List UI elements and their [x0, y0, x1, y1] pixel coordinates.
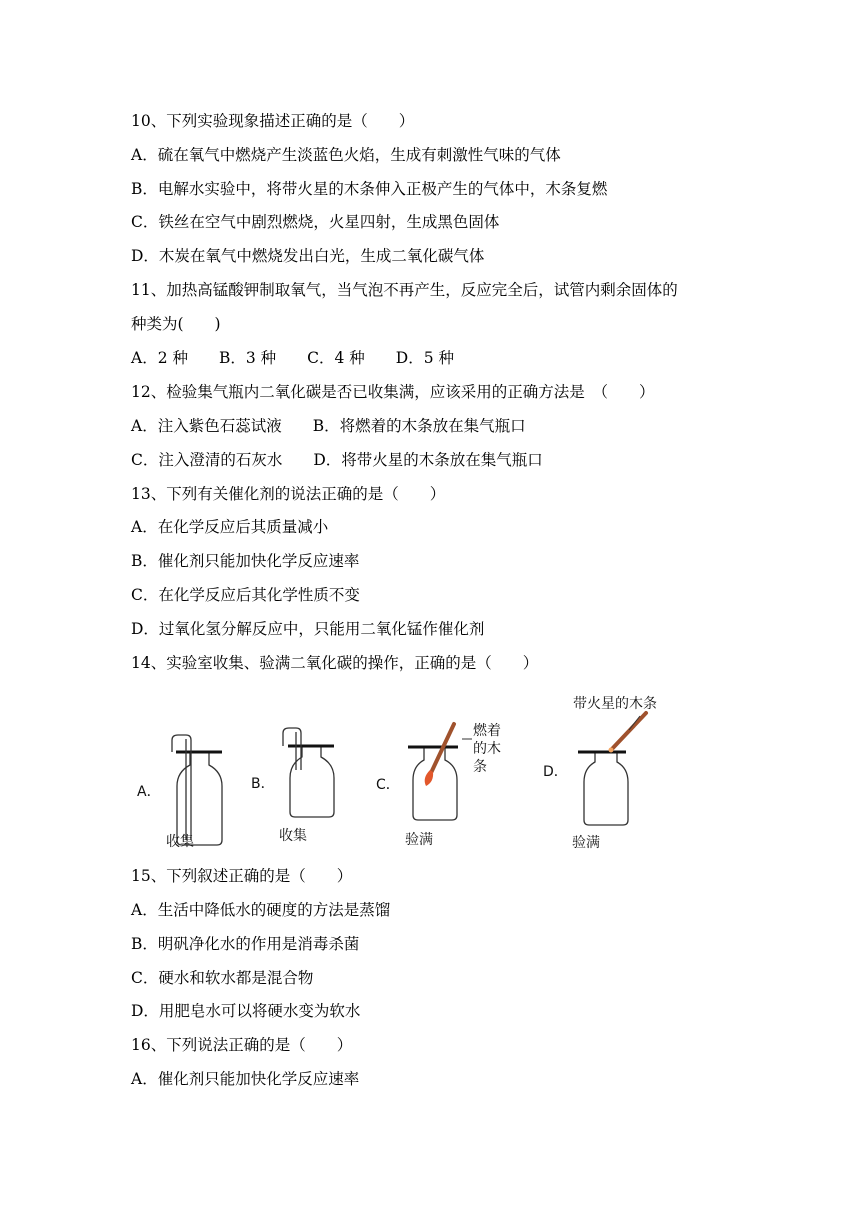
- question-10-stem: 10、下列实验现象描述正确的是（ ）: [131, 112, 415, 130]
- figure-label-d: D．: [543, 764, 568, 780]
- label-burning-stick-line2: 的木: [473, 741, 501, 757]
- glowing-stick-d: [609, 713, 647, 753]
- bottle-d-illustration: [578, 752, 628, 825]
- question-13-stem: 13、下列有关催化剂的说法正确的是（ ）: [131, 485, 446, 503]
- question-10-option-c: C．铁丝在空气中剧烈燃烧，火星四射，生成黑色固体: [131, 213, 500, 231]
- question-15-option-d: D．用肥皂水可以将硬水变为软水: [131, 1002, 361, 1020]
- figure-label-c: C．: [376, 777, 400, 793]
- figure-label-b: B．: [251, 776, 275, 792]
- question-12-stem: 12、检验集气瓶内二氧化碳是否已收集满，应该采用的正确方法是 （ ）: [131, 383, 655, 401]
- question-16-option-a: A．催化剂只能加快化学反应速率: [131, 1070, 360, 1088]
- question-15-stem: 15、下列叙述正确的是（ ）: [131, 867, 353, 885]
- question-12-options-ab: A．注入紫色石蕊试液 B．将燃着的木条放在集气瓶口: [131, 417, 526, 435]
- question-12-options-cd: C．注入澄清的石灰水 D．将带火星的木条放在集气瓶口: [131, 451, 543, 469]
- question-14-stem: 14、实验室收集、验满二氧化碳的操作，正确的是（ ）: [131, 654, 539, 672]
- bottle-c-illustration: [408, 747, 458, 820]
- question-13-option-d: D．过氧化氢分解反应中，只能用二氧化锰作催化剂: [131, 620, 485, 638]
- question-16-stem: 16、下列说法正确的是（ ）: [131, 1036, 353, 1054]
- bottle-a-illustration: [172, 735, 222, 845]
- caption-d-check-full: 验满: [572, 835, 600, 851]
- figure-label-a: A．: [137, 784, 161, 800]
- question-10-option-b: B．电解水实验中，将带火星的木条伸入正极产生的气体中，木条复燃: [131, 180, 608, 198]
- question-10-option-d: D．木炭在氧气中燃烧发出白光，生成二氧化碳气体: [131, 247, 485, 265]
- caption-b-collect: 收集: [279, 828, 307, 844]
- question-15-option-c: C．硬水和软水都是混合物: [131, 969, 314, 987]
- label-glowing-stick: 带火星的木条: [573, 696, 657, 712]
- label-burning-stick-line1: 燃着: [473, 723, 501, 739]
- question-11-stem-line1: 11、加热高锰酸钾制取氧气，当气泡不再产生，反应完全后，试管内剩余固体的: [131, 281, 678, 299]
- question-10-option-a: A．硫在氧气中燃烧产生淡蓝色火焰，生成有刺激性气味的气体: [131, 146, 561, 164]
- caption-c-check-full: 验满: [405, 832, 433, 848]
- question-13-option-c: C．在化学反应后其化学性质不变: [131, 586, 360, 604]
- question-15-option-a: A．生活中降低水的硬度的方法是蒸馏: [131, 901, 391, 919]
- burning-stick-c: [425, 724, 472, 786]
- question-15-option-b: B．明矾净化水的作用是消毒杀菌: [131, 935, 360, 953]
- question-11-options: A．2 种 B．3 种 C．4 种 D．5 种: [131, 349, 455, 367]
- question-13-option-a: A．在化学反应后其质量减小: [131, 518, 329, 536]
- question-13-option-b: B．催化剂只能加快化学反应速率: [131, 552, 360, 570]
- caption-a-collect: 收集: [166, 834, 194, 850]
- question-11-stem-line2: 种类为( ): [131, 315, 221, 333]
- label-burning-stick-line3: 条: [473, 759, 487, 775]
- bottle-b-illustration: [283, 728, 334, 817]
